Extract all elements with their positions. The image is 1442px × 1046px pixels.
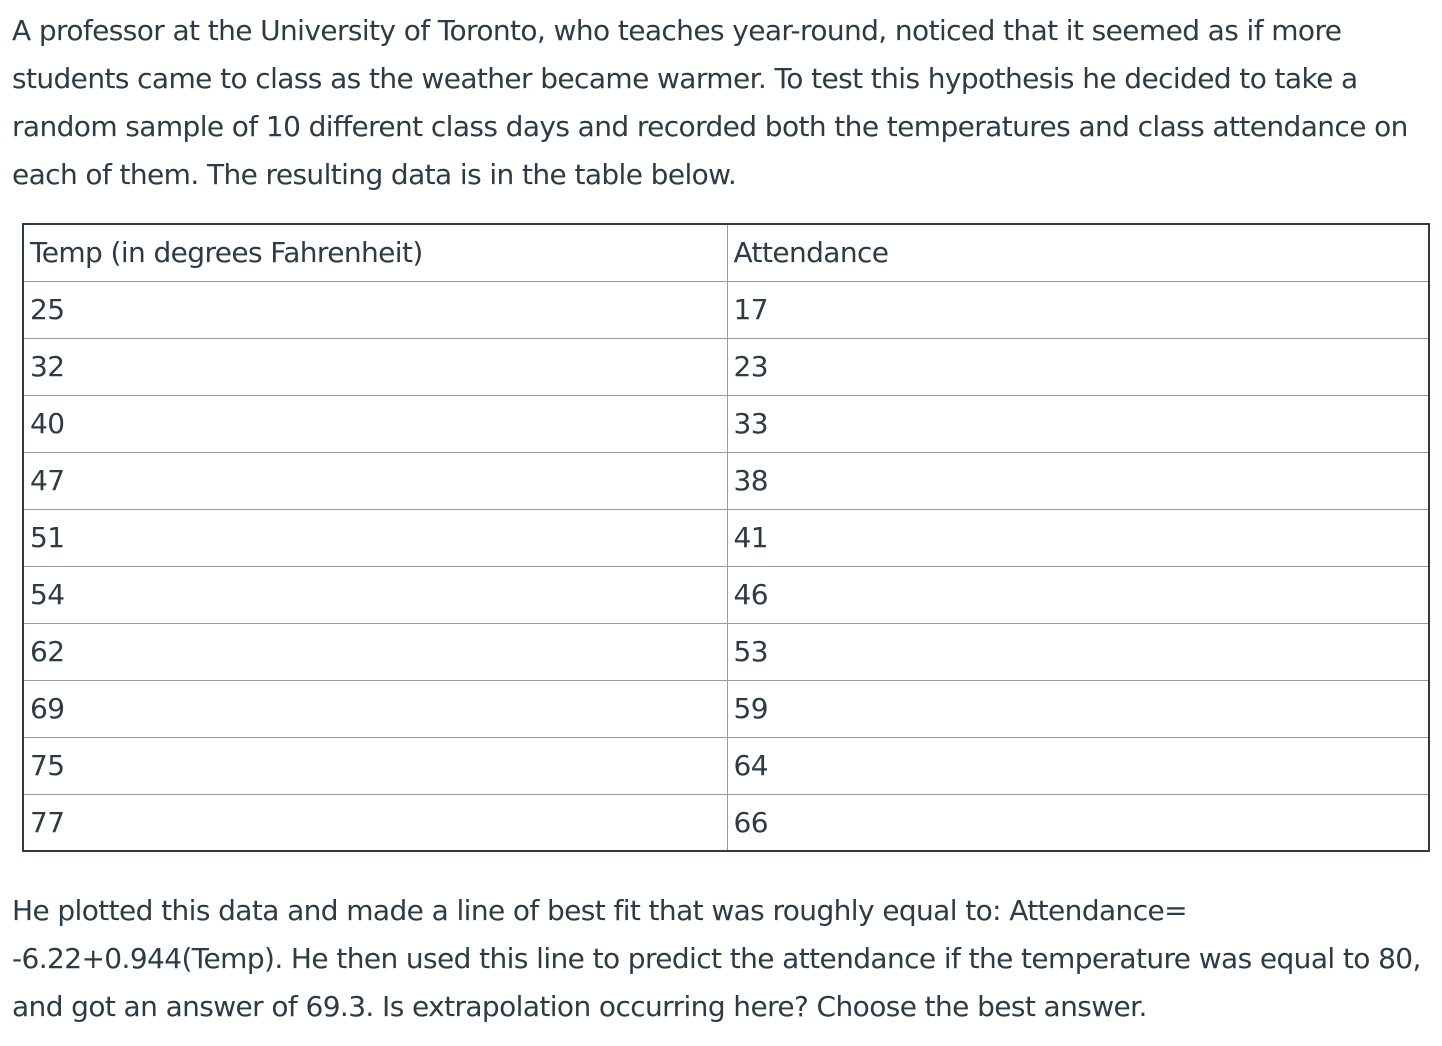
attendance-cell: 33 xyxy=(727,395,1429,452)
temp-cell: 62 xyxy=(23,623,727,680)
data-table xyxy=(22,223,1430,852)
attendance-cell: 23 xyxy=(727,338,1429,395)
attendance-cell: 53 xyxy=(727,623,1429,680)
table-row xyxy=(23,680,1429,737)
temp-cell: 47 xyxy=(23,452,727,509)
table-row xyxy=(23,281,1429,338)
attendance-cell: 41 xyxy=(727,509,1429,566)
header-attendance: Attendance xyxy=(727,224,1429,281)
table-row xyxy=(23,737,1429,794)
table-row xyxy=(23,794,1429,851)
temp-cell: 77 xyxy=(23,794,727,851)
attendance-cell: 46 xyxy=(727,566,1429,623)
question-paragraph: He plotted this data and made a line of best fit that was roughly equal to: Attendance= -6.22+0.944(Temp). He then used this line to predict the attendance if the temperature was equal to 80, and got an answer of 69.3. Is extrapolation occurring here? Choose the best answer. xyxy=(12,894,1421,1023)
table-row xyxy=(23,338,1429,395)
table-row xyxy=(23,623,1429,680)
table-body xyxy=(23,224,1429,851)
attendance-cell: 17 xyxy=(727,281,1429,338)
table-row xyxy=(23,452,1429,509)
attendance-cell: 38 xyxy=(727,452,1429,509)
temp-cell: 75 xyxy=(23,737,727,794)
temp-cell: 25 xyxy=(23,281,727,338)
temp-cell: 54 xyxy=(23,566,727,623)
temp-cell: 40 xyxy=(23,395,727,452)
temp-cell: 69 xyxy=(23,680,727,737)
table-row xyxy=(23,395,1429,452)
attendance-cell: 59 xyxy=(727,680,1429,737)
temp-cell: 32 xyxy=(23,338,727,395)
attendance-cell: 66 xyxy=(727,794,1429,851)
table-row xyxy=(23,566,1429,623)
attendance-cell: 64 xyxy=(727,737,1429,794)
table-header-row xyxy=(23,224,1429,281)
intro-paragraph: A professor at the University of Toronto, who teaches year-round, noticed that it seemed as if more students came to class as the weather became warmer. To test this hypothesis he decided to take a random sample of 10 different class days and recorded both the temperatures and class attendance on each of them. The resulting data is in the table below. xyxy=(12,14,1408,191)
temp-cell: 51 xyxy=(23,509,727,566)
header-temp: Temp (in degrees Fahrenheit) xyxy=(23,224,727,281)
table-row xyxy=(23,509,1429,566)
